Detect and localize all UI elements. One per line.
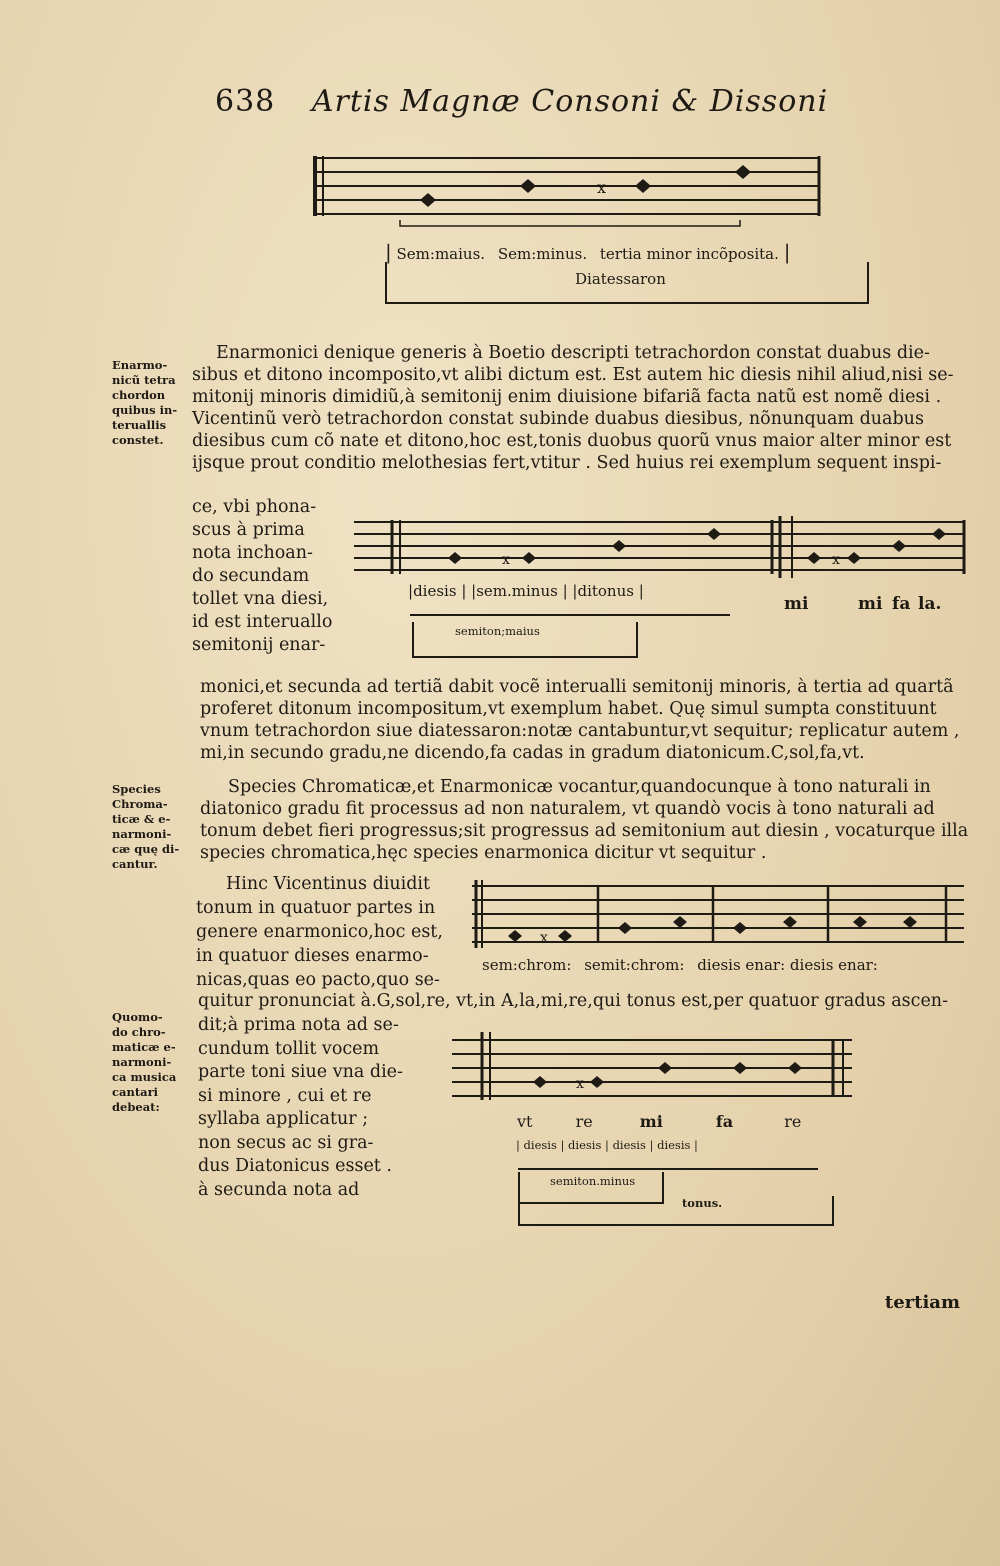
paragraph-3-wrap: Hinc Vicentinus diuidit tonum in quatuor partes in genere enarmonico,hoc est, in quatuor dieses enarmo- nicas,quas eo pacto,quo se- (196, 874, 443, 990)
syllable-re: re (575, 1112, 593, 1131)
margin-note-3: Quomo- do chro- maticæ e- narmoni- ca musica cantari debeat: (112, 1010, 177, 1114)
label-diesis-enar-2: diesis enar: (789, 956, 878, 974)
syllable-mi: mi (639, 1112, 663, 1131)
tonus-bracket (518, 1196, 834, 1226)
example-4-diesis-bracket (518, 1156, 818, 1170)
margin-note-1: Enarmo- nicũ tetra chordon quibus in- teruallis constet. (112, 358, 178, 447)
label-semiton-maius: semiton;maius (455, 624, 540, 638)
music-example-4 (448, 1028, 858, 1104)
label-diesis: diesis (413, 582, 457, 600)
label-sem-minus-2: sem.minus (476, 582, 558, 600)
paragraph-4-wrap: dit;à prima nota ad se- cundum tollit vocem parte toni siue vna die- si minore , cui et re syllaba applicatur ; non secus ac si gra- dus Diatonicus esset . à secunda nota ad (198, 1015, 403, 1200)
example-4-labels: | diesis | diesis | diesis | diesis | (516, 1138, 698, 1152)
label-semit-chrom: semit:chrom: (584, 956, 685, 974)
example-3-labels (482, 956, 878, 974)
label-sem-minus: Sem:minus. (497, 245, 588, 263)
paragraph-3: Species Chromaticæ,et Enarmonicæ vocantur,quandocunque à tono naturali in diatonico gradu fit processus ad non naturalem, vt quandò vocis à tono naturali ad tonum debet fieri progressus;sit progressus ad semitonium aut diesin , vocaturque illa species chromatica,hęc species enarmonica dicitur vt sequitur . (200, 777, 969, 863)
music-example-2 (352, 512, 967, 588)
syllable-vt: vt (517, 1112, 533, 1131)
example-4-syllables (517, 1112, 801, 1131)
label-sem-chrom: sem:chrom: (482, 956, 572, 974)
paragraph-2: monici,et secunda ad tertiã dabit vocẽ interualli semitonij minoris, à tertia ad quartã proferet ditonum incompositum,vt exemplum habet. Quę simul sumpta constituunt vnum tetrachordon siue diatessaron:notæ cantabuntur,vt sequitur; replicatur autem , mi,in secundo gradu,ne dicendo,fa cadas in gradum diatonicum.C,sol,fa,vt. (200, 677, 960, 763)
paragraph-4-full: quitur pronunciat à.G,sol,re, vt,in A,la,mi,re,qui tonus est,per quatuor gradus ascen- (198, 991, 948, 1011)
running-title: Artis Magnæ Consoni & Dissoni (311, 84, 829, 119)
svg-text:x: x (502, 552, 510, 568)
label-ditonus: ditonus (577, 582, 634, 600)
label-diesis-d: diesis (657, 1138, 691, 1152)
label-diatessaron: Diatessaron (575, 270, 666, 288)
svg-text:x: x (832, 552, 840, 568)
running-header (215, 84, 828, 119)
label-diesis-c: diesis (612, 1138, 646, 1152)
catchword: tertiam (884, 1292, 960, 1313)
solmization-la: la. (918, 594, 942, 614)
example-2-labels: |diesis | |sem.minus | |ditonus | (408, 582, 644, 600)
solmization-fa: fa (892, 594, 911, 614)
paragraph-1: Enarmonici denique generis à Boetio descripti tetrachordon constat duabus die- sibus et ditono incomposito,vt alibi dictum est. Est autem hic diesis nihil aliud,nisi se- mitonij minoris dimidiũ,à semitonij enim diuisione bifariã facta natũ est nomẽ diesi . Vicentinũ verò tetrachordon constat subinde duabus diesibus, nõnunquam duabus diesibus cum cõ nate et ditono,hoc est,tonis duobus quorũ vnus maior alter minor est ijsque prout conditio melothesias fert,vtitur . Sed huius rei exemplum sequent inspi- (192, 343, 954, 473)
music-example-3 (468, 876, 968, 952)
solmization-mi-1: mi (784, 594, 809, 614)
svg-text:x: x (576, 1076, 584, 1092)
example-1-labels: | Sem:maius. Sem:minus. tertia minor incõposita. | (385, 240, 791, 264)
label-sem-maius: Sem:maius. (396, 245, 486, 263)
syllable-re-2: re (784, 1112, 802, 1131)
label-semiton-minus: semiton.minus (550, 1174, 636, 1188)
label-tonus: tonus. (682, 1196, 723, 1210)
syllable-fa: fa (715, 1112, 734, 1131)
label-diesis-b: diesis (568, 1138, 602, 1152)
label-diesis-a: diesis (523, 1138, 557, 1152)
svg-text:x: x (540, 930, 548, 946)
margin-note-2: Species Chroma- ticæ & e- narmoni- cæ quę di- cantur. (112, 782, 180, 871)
label-tertia-minor: tertia minor incõposita. (599, 245, 779, 263)
solmization-mi-2: mi (858, 594, 883, 614)
page-number: 638 (215, 84, 276, 119)
svg-text:x: x (597, 178, 607, 197)
example-2-brackets (410, 602, 730, 616)
music-example-1 (305, 148, 825, 228)
paragraph-1-wrap: ce, vbi phona- scus à prima nota inchoan- do secundam tollet vna diesi, id est interuallo semitonij enar- (192, 497, 333, 655)
label-diesis-enar-1: diesis enar: (697, 956, 786, 974)
